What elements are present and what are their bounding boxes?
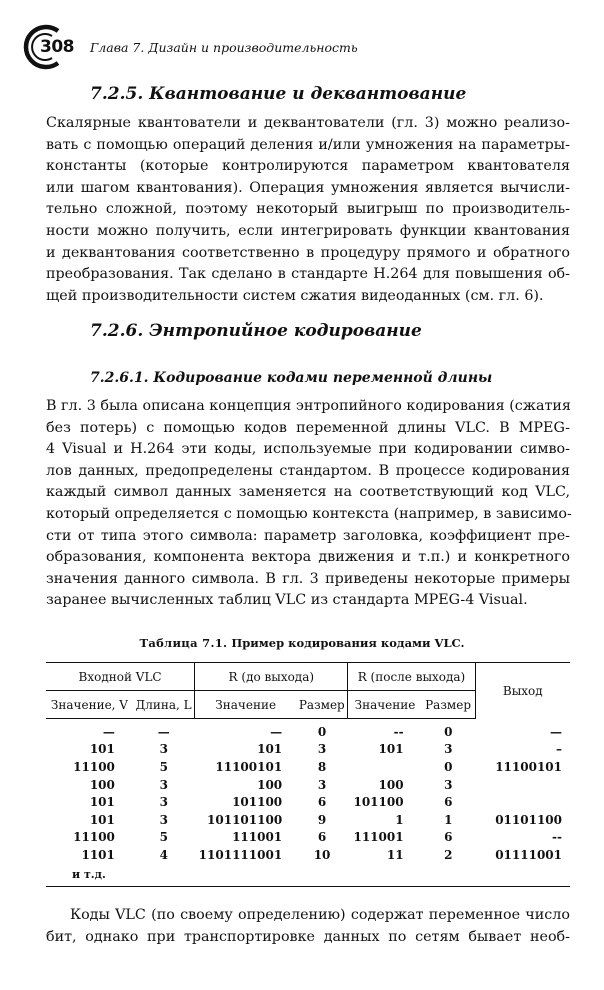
cell-after-value: 100 xyxy=(378,777,404,792)
text-line: без потерь) с помощью кодов переменной длины VLC. В MPEG- xyxy=(46,419,570,436)
table-row xyxy=(46,846,570,864)
cell-value-v: 11100 xyxy=(73,830,115,845)
table-row xyxy=(46,811,570,829)
cell-length-l: 3 xyxy=(159,742,168,757)
cell-value-v: 101 xyxy=(89,812,115,827)
text-line: вать с помощью операций деления и/или умножения на параметры- xyxy=(46,136,570,153)
table-row xyxy=(46,741,570,759)
subheader-length-l: Длина, L xyxy=(133,691,195,719)
cell-after-value: 11 xyxy=(386,847,404,862)
cell-before-value: 101101100 xyxy=(207,812,283,827)
cell-before-size: 6 xyxy=(317,795,327,810)
cell-length-l: 4 xyxy=(159,847,168,862)
cell-after-value: 101 xyxy=(378,742,404,757)
cell-after-size: 0 xyxy=(444,724,453,739)
subheader-after-value: Значение xyxy=(348,691,422,719)
paragraph-vlc xyxy=(46,396,570,612)
header-r-before: R (до выхода) xyxy=(195,663,348,691)
text-line: константы (которые контролируются параметром квантователя xyxy=(46,158,570,175)
text-line: бит, однако при транспортировке данных по сетям бывает необ- xyxy=(46,928,570,945)
cell-value-v: 101 xyxy=(89,742,115,757)
cell-before-size: 8 xyxy=(317,759,327,774)
text-line: сти от типа этого символа: параметр заголовка, коэффициент пре- xyxy=(46,527,570,544)
paragraph-vlc-bits xyxy=(46,905,570,948)
cell-output: 01111001 xyxy=(495,847,562,862)
cell-before-value: 101 xyxy=(257,742,283,757)
cell-before-size: 0 xyxy=(317,724,327,739)
text-line: В гл. 3 была описана концепция энтропийного кодирования (сжатия xyxy=(46,398,571,414)
cell-value-v: — xyxy=(102,724,115,739)
cell-after-size: 6 xyxy=(444,795,453,810)
text-line: или шагом квантования). Операция умножения является вычисли- xyxy=(46,179,570,196)
cell-after-size: 2 xyxy=(444,847,453,862)
cell-after-size: 3 xyxy=(444,777,453,792)
subheader-value-v: Значение, V xyxy=(46,691,133,719)
text-line: и деквантования соответственно в процедуру прямого и обратного xyxy=(46,244,570,261)
cell-after-value: 1 xyxy=(395,812,404,827)
subheader-before-value: Значение xyxy=(195,691,297,719)
cell-value-v: 101 xyxy=(89,795,115,810)
table-caption-label: Таблица 7.1. xyxy=(139,636,228,650)
cell-after-value: 101100 xyxy=(353,795,404,810)
cell-before-value: 11100101 xyxy=(215,759,283,774)
subheader-before-size: Размер xyxy=(296,691,348,719)
cell-after-size: 6 xyxy=(444,830,453,845)
cell-length-l: 5 xyxy=(159,830,168,845)
table-row xyxy=(46,758,570,776)
paragraph-quantization xyxy=(46,113,570,307)
cell-before-value: — xyxy=(270,724,283,739)
cell-value-v: 11100 xyxy=(73,759,115,774)
page-header xyxy=(18,22,588,72)
header-output: Выход xyxy=(475,663,570,719)
cell-after-size: 1 xyxy=(444,812,453,827)
cell-after-size: 3 xyxy=(444,742,453,757)
cell-output: 01101100 xyxy=(495,812,562,827)
cell-output: -- xyxy=(552,830,562,845)
text-line: тельно сложной, поэтому некоторый выигрыш по производитель- xyxy=(46,201,570,218)
table-row-etc xyxy=(46,864,570,887)
cell-value-v: 1101 xyxy=(81,847,115,862)
section-heading-7-2-6-1: 7.2.6.1. Кодирование кодами переменной длины xyxy=(90,370,493,386)
cell-etc: и т.д. xyxy=(46,864,570,887)
cell-length-l: 5 xyxy=(159,759,168,774)
cell-before-value: 100 xyxy=(257,777,283,792)
table-row xyxy=(46,776,570,794)
section-heading-7-2-6: 7.2.6. Энтропийное кодирование xyxy=(90,321,422,341)
cell-after-value: -- xyxy=(393,724,404,739)
text-line: 4 Visual и H.264 эти коды, используемые при кодировании симво- xyxy=(46,441,570,458)
cell-before-size: 6 xyxy=(317,830,327,845)
cell-output: — xyxy=(550,724,562,739)
text-line: заранее вычисленных таблиц VLC из стандарта MPEG-4 Visual. xyxy=(46,592,528,609)
text-line: каждый символ данных заменяется на соответствующий код VLC, xyxy=(46,484,570,501)
text-line: преобразования. Так сделано в стандарте H.264 для повышения об- xyxy=(46,266,570,283)
cell-before-size: 3 xyxy=(317,777,327,792)
cell-length-l: 3 xyxy=(159,812,168,827)
cell-output xyxy=(475,776,570,794)
header-r-after: R (после выхода) xyxy=(348,663,475,691)
cell-before-value: 111001 xyxy=(232,830,283,845)
vlc-table xyxy=(46,662,570,887)
table-caption-text: Пример кодирования кодами VLC. xyxy=(231,636,465,650)
cell-length-l: — xyxy=(157,724,170,739)
text-line: значения данного символа. В гл. 3 приведены некоторые примеры xyxy=(46,570,570,587)
running-head: Глава 7. Дизайн и производительность xyxy=(90,40,358,55)
cell-length-l: 3 xyxy=(159,795,168,810)
cell-output xyxy=(475,793,570,811)
text-line: ности можно получить, если интегрировать функции квантования xyxy=(46,222,570,239)
section-heading-7-2-5: 7.2.5. Квантование и деквантование xyxy=(90,84,467,104)
text-line: который определяется с помощью контекста (например, в зависимо- xyxy=(46,505,572,522)
table-row xyxy=(46,719,570,741)
cell-output: 11100101 xyxy=(495,759,562,774)
text-line: щей производительности систем сжатия видеоданных (см. гл. 6). xyxy=(46,287,544,304)
cell-length-l: 3 xyxy=(159,777,168,792)
text-line: образования, компонента вектора движения и т.п.) и конкретного xyxy=(46,549,570,566)
subheader-after-size: Размер xyxy=(422,691,475,719)
table-row xyxy=(46,793,570,811)
cell-before-size: 9 xyxy=(317,812,327,827)
cell-after-value xyxy=(348,758,422,776)
cell-before-size: 3 xyxy=(317,742,327,757)
cell-before-value: 1101111001 xyxy=(198,847,283,862)
table-header-row xyxy=(46,663,570,691)
text-line: Скалярные квантователи и деквантователи (гл. 3) можно реализо- xyxy=(46,115,570,131)
table-row xyxy=(46,829,570,847)
page-number: 308 xyxy=(40,37,74,57)
cell-after-value: 111001 xyxy=(353,830,404,845)
text-line: Коды VLC (по своему определению) содержат переменное число xyxy=(70,907,570,923)
cell-before-value: 101100 xyxy=(232,795,283,810)
cell-value-v: 100 xyxy=(89,777,115,792)
cell-output: – xyxy=(556,742,562,757)
cell-after-size: 0 xyxy=(444,759,453,774)
table-caption xyxy=(0,636,604,650)
cell-before-size: 10 xyxy=(313,847,331,862)
header-input-vlc: Входной VLC xyxy=(46,663,195,691)
text-line: лов данных, предопределены стандартом. В процессе кодирования xyxy=(46,462,570,479)
